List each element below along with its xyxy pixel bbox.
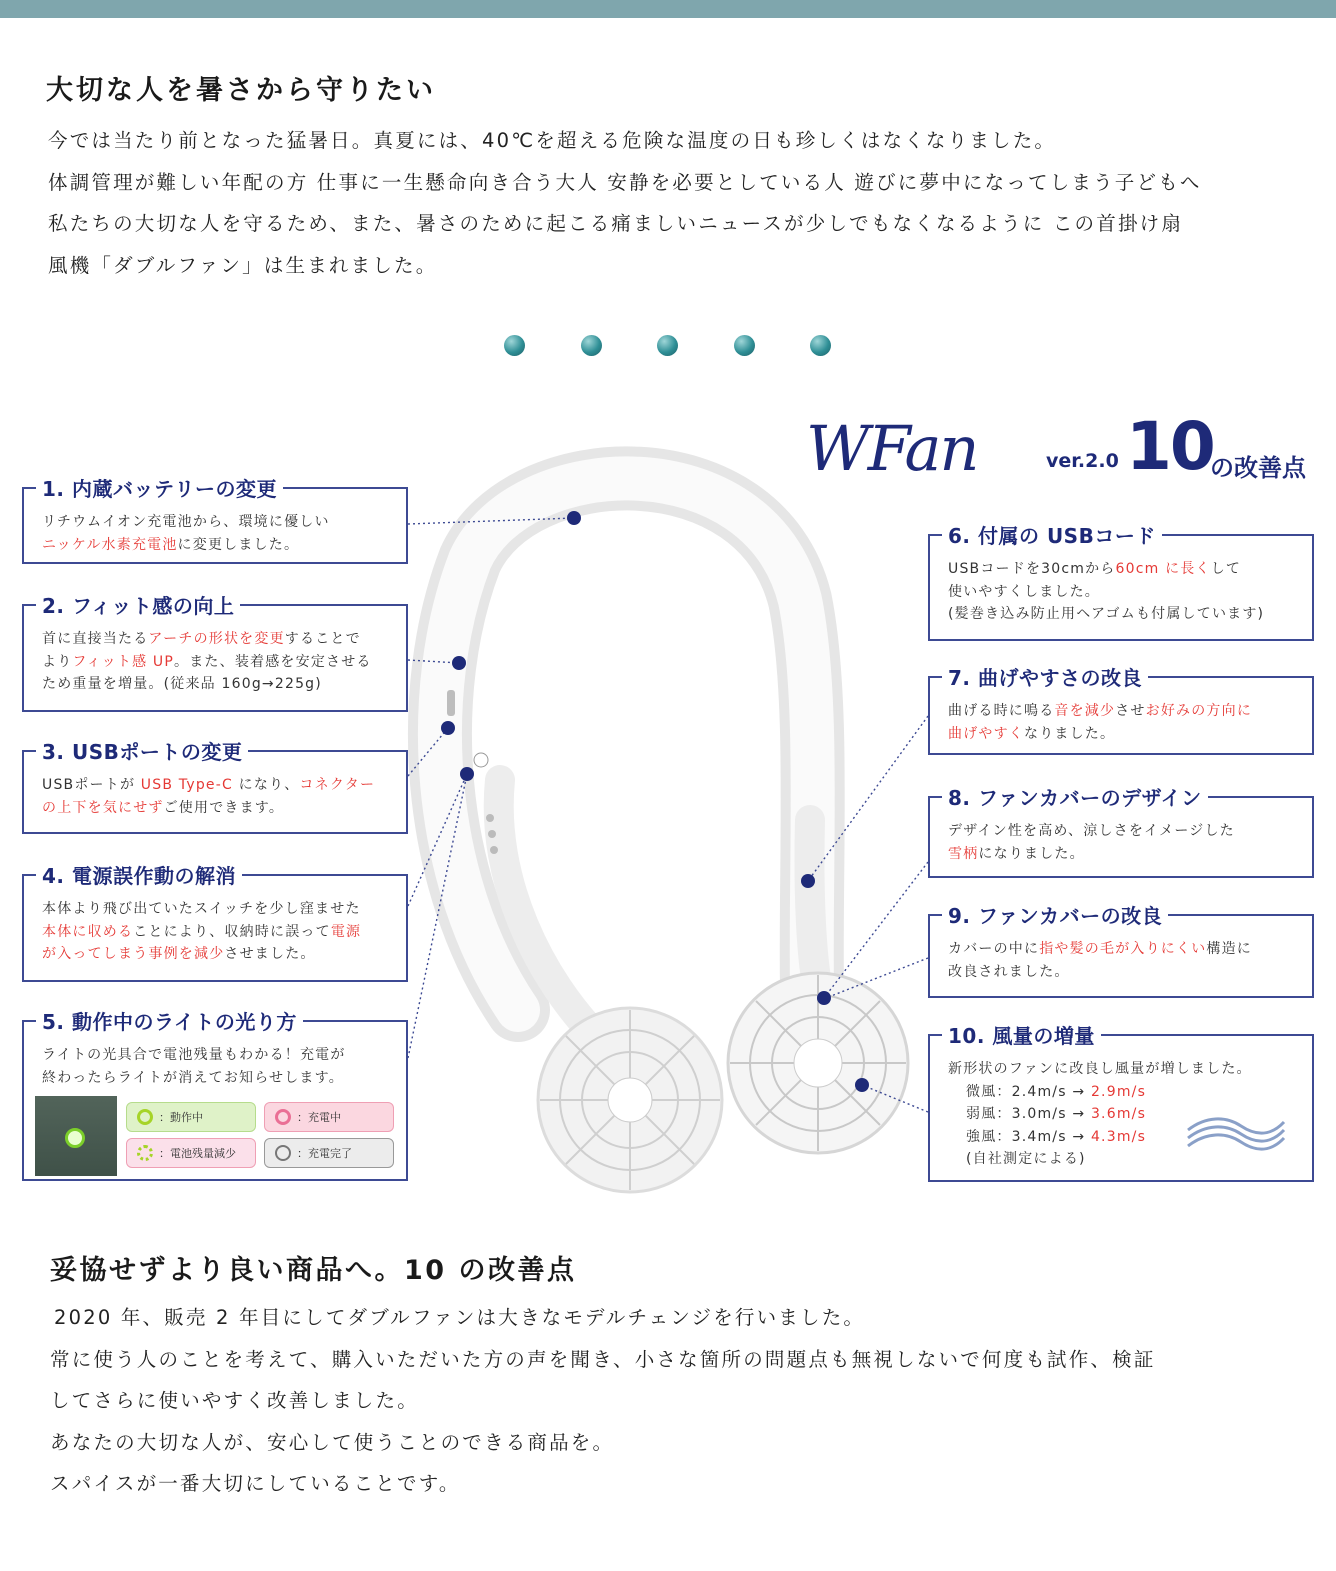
intro-line: 体調管理が難しい年配の方 仕事に一生懸命向き合う大人 安静を必要としている人 遊びに夢中になってしまう子どもへ xyxy=(48,170,1202,194)
point-line xyxy=(42,774,375,797)
point-line xyxy=(42,628,372,651)
indicator xyxy=(488,830,496,838)
point-line: ため重量を増量。(従来品 160g→225g) xyxy=(42,676,322,692)
point-line: 終わったらライトが消えてお知らせします。 xyxy=(42,1069,344,1086)
highlight-text: 雪柄 xyxy=(948,845,979,862)
point-line xyxy=(42,797,375,820)
point-text: より xyxy=(42,653,73,670)
highlight-text: の上下を気にせず xyxy=(42,799,164,816)
point-body xyxy=(42,898,361,966)
logo-brand: WFan xyxy=(806,412,978,485)
point-body xyxy=(948,820,1235,865)
highlight-text: 電源 xyxy=(330,923,362,940)
point-title: 4. 電源誤作動の解消 xyxy=(36,860,242,889)
point-line xyxy=(42,921,361,944)
point-text: することで xyxy=(284,631,361,647)
point-1-box xyxy=(22,477,408,564)
point-line: ライトの光具合で電池残量もわかる！充電が xyxy=(42,1047,346,1063)
point-7-box xyxy=(928,666,1314,755)
point-text: 構造に xyxy=(1206,941,1253,957)
point-body xyxy=(42,628,372,696)
highlight-text: 曲げやすく xyxy=(948,725,1024,742)
outro-line: 常に使う人のことを考えて、購入いただいた方の声を聞き、小さな箇所の問題点も無視しないで何度も試作、検証 xyxy=(50,1347,1156,1371)
point-line: 新形状のファンに改良し風量が増しました。 xyxy=(948,1061,1252,1077)
point-body xyxy=(948,938,1252,983)
point-text: 微風：2.4m/s → xyxy=(966,1083,1091,1100)
point-9-box xyxy=(928,904,1314,998)
point-text: ことにより、収納時に誤って xyxy=(133,923,331,940)
point-text: して xyxy=(1210,561,1242,577)
wind-row-weak xyxy=(948,1081,1252,1104)
point-text: 。また、装着感を安定させる xyxy=(174,653,372,670)
blinking-ring-icon xyxy=(137,1145,153,1161)
legend-label: ：充電完了 xyxy=(297,1147,352,1160)
highlight-text: USB Type-C xyxy=(140,777,233,793)
point-4-box xyxy=(22,864,408,982)
point-body xyxy=(42,1044,346,1089)
highlight-text: 3.6m/s xyxy=(1090,1106,1147,1122)
logo-suffix: の改善点 xyxy=(1210,454,1306,482)
legend-low-battery xyxy=(126,1138,256,1168)
point-line xyxy=(948,843,1235,866)
logo-count: 10 xyxy=(1126,408,1214,485)
point-text: なりました。 xyxy=(1024,725,1116,742)
point-title: 1. 内蔵バッテリーの変更 xyxy=(36,473,283,502)
point-line: 使いやすくしました。 xyxy=(948,583,1100,600)
point-line: (髪巻き込み防止用ヘアゴムも付属しています) xyxy=(948,606,1265,622)
point-5-box xyxy=(22,1010,408,1181)
left-fan-hub xyxy=(608,1078,652,1122)
point-line xyxy=(42,651,372,674)
wind-icon xyxy=(1186,1108,1286,1152)
indicator xyxy=(490,846,498,854)
section-heading: 大切な人を暑さから守りたい xyxy=(46,75,436,106)
point-line xyxy=(948,938,1252,961)
legend-label: ：電池残量減少 xyxy=(159,1147,236,1160)
highlight-text: コネクター xyxy=(299,777,376,793)
intro-line: 私たちの大切な人を守るため、また、暑さのために起こる痛ましいニュースが少しでもなくなるように この首掛け扇 xyxy=(48,212,1184,235)
highlight-text: アーチの形状を変更 xyxy=(148,631,285,647)
point-title: 5. 動作中のライトの光り方 xyxy=(36,1006,303,1035)
highlight-text: 音を減少 xyxy=(1054,703,1116,719)
point-line xyxy=(948,723,1252,746)
point-text: になり、 xyxy=(232,777,300,793)
point-line: デザイン性を高め、涼しさをイメージした xyxy=(948,823,1235,839)
indicator xyxy=(486,814,494,822)
point-3-box xyxy=(22,740,408,834)
highlight-text: 2.9m/s xyxy=(1090,1083,1147,1100)
point-title: 7. 曲げやすさの改良 xyxy=(942,662,1148,691)
light-indicator-icon xyxy=(65,1128,85,1148)
point-text: カバーの中に xyxy=(948,941,1040,957)
point-title: 9. ファンカバーの改良 xyxy=(942,900,1168,929)
legend-running xyxy=(126,1102,256,1132)
outro-line: スパイスが一番大切にしていることです。 xyxy=(50,1472,461,1495)
point-body xyxy=(948,558,1264,626)
outro-line: あなたの大切な人が、安心して使うことのできる商品を。 xyxy=(50,1430,615,1454)
legend-charged xyxy=(264,1138,394,1168)
legend-charging xyxy=(264,1102,394,1132)
point-text: 弱風：3.0m/s → xyxy=(966,1106,1091,1122)
point-text: させました。 xyxy=(224,946,316,962)
point-body xyxy=(42,774,375,819)
highlight-text: が入ってしまう事例を減少 xyxy=(42,946,225,962)
point-title: 8. ファンカバーのデザイン xyxy=(942,782,1208,811)
light-photo xyxy=(35,1096,117,1176)
highlight-text: フィット感 UP xyxy=(72,653,175,670)
point-text: 首に直接当たる xyxy=(42,631,149,647)
ring-icon xyxy=(275,1109,291,1125)
point-body xyxy=(42,511,330,556)
highlight-text: お好みの方向に xyxy=(1145,703,1253,719)
point-text: になりました。 xyxy=(978,845,1085,862)
outro-line: 2020 年、販売 2 年目にしてダブルファンは大きなモデルチェンジを行いました。 xyxy=(54,1306,866,1329)
legend-label: ：動作中 xyxy=(159,1111,203,1124)
point-title: 6. 付属の USBコード xyxy=(942,520,1162,549)
point-8-box xyxy=(928,786,1314,878)
point-line: (自社測定による) xyxy=(966,1151,1086,1167)
point-title: 2. フィット感の向上 xyxy=(36,590,240,619)
point-text: に変更しました。 xyxy=(177,536,300,553)
point-line xyxy=(42,534,330,557)
legend-label: ：充電中 xyxy=(297,1111,341,1124)
point-text: 曲げる時に鳴る xyxy=(948,703,1055,719)
highlight-text: 本体に収める xyxy=(42,923,134,940)
neckband-highlight xyxy=(440,478,813,1010)
point-body xyxy=(948,700,1252,745)
highlight-text: 60cm に長く xyxy=(1115,561,1211,577)
highlight-text: 4.3m/s xyxy=(1090,1128,1147,1145)
usb-port xyxy=(447,690,455,716)
point-line xyxy=(948,700,1252,723)
point-text: USBコードを30cmから xyxy=(948,561,1116,577)
point-line: 改良されました。 xyxy=(948,963,1070,980)
point-text: ご使用できます。 xyxy=(163,799,285,816)
point-title: 3. USBポートの変更 xyxy=(36,736,248,765)
point-line xyxy=(948,558,1264,581)
section-heading: 妥協せずより良い商品へ。10 の改善点 xyxy=(50,1255,577,1286)
highlight-text: 指や髪の毛が入りにくい xyxy=(1039,941,1207,957)
point-6-box xyxy=(928,524,1314,641)
point-line xyxy=(42,943,361,966)
point-line: 本体より飛び出ていたスイッチを少し窪ませた xyxy=(42,901,361,917)
point-2-box xyxy=(22,594,408,712)
point-line: リチウムイオン充電池から、環境に優しい xyxy=(42,514,330,530)
point-text: 強風：3.4m/s → xyxy=(966,1128,1091,1145)
highlight-text: ニッケル水素充電池 xyxy=(42,536,178,553)
intro-line: 今では当たり前となった猛暑日。真夏には、40℃を超える危険な温度の日も珍しくはなくなりました。 xyxy=(48,129,1057,152)
power-button xyxy=(474,753,488,767)
right-arm xyxy=(809,820,818,990)
right-fan-hub xyxy=(794,1039,842,1087)
point-text: USBポートが xyxy=(42,777,141,793)
intro-line: 風機「ダブルファン」は生まれました。 xyxy=(48,253,438,277)
point-text: させ xyxy=(1115,703,1146,719)
ring-icon xyxy=(275,1145,291,1161)
outro-line: してさらに使いやすく改善しました。 xyxy=(50,1389,419,1412)
logo-version: ver.2.0 xyxy=(1046,450,1119,472)
point-title: 10. 風量の増量 xyxy=(942,1020,1101,1049)
outro-paragraph xyxy=(50,1297,1290,1505)
ring-icon xyxy=(137,1109,153,1125)
